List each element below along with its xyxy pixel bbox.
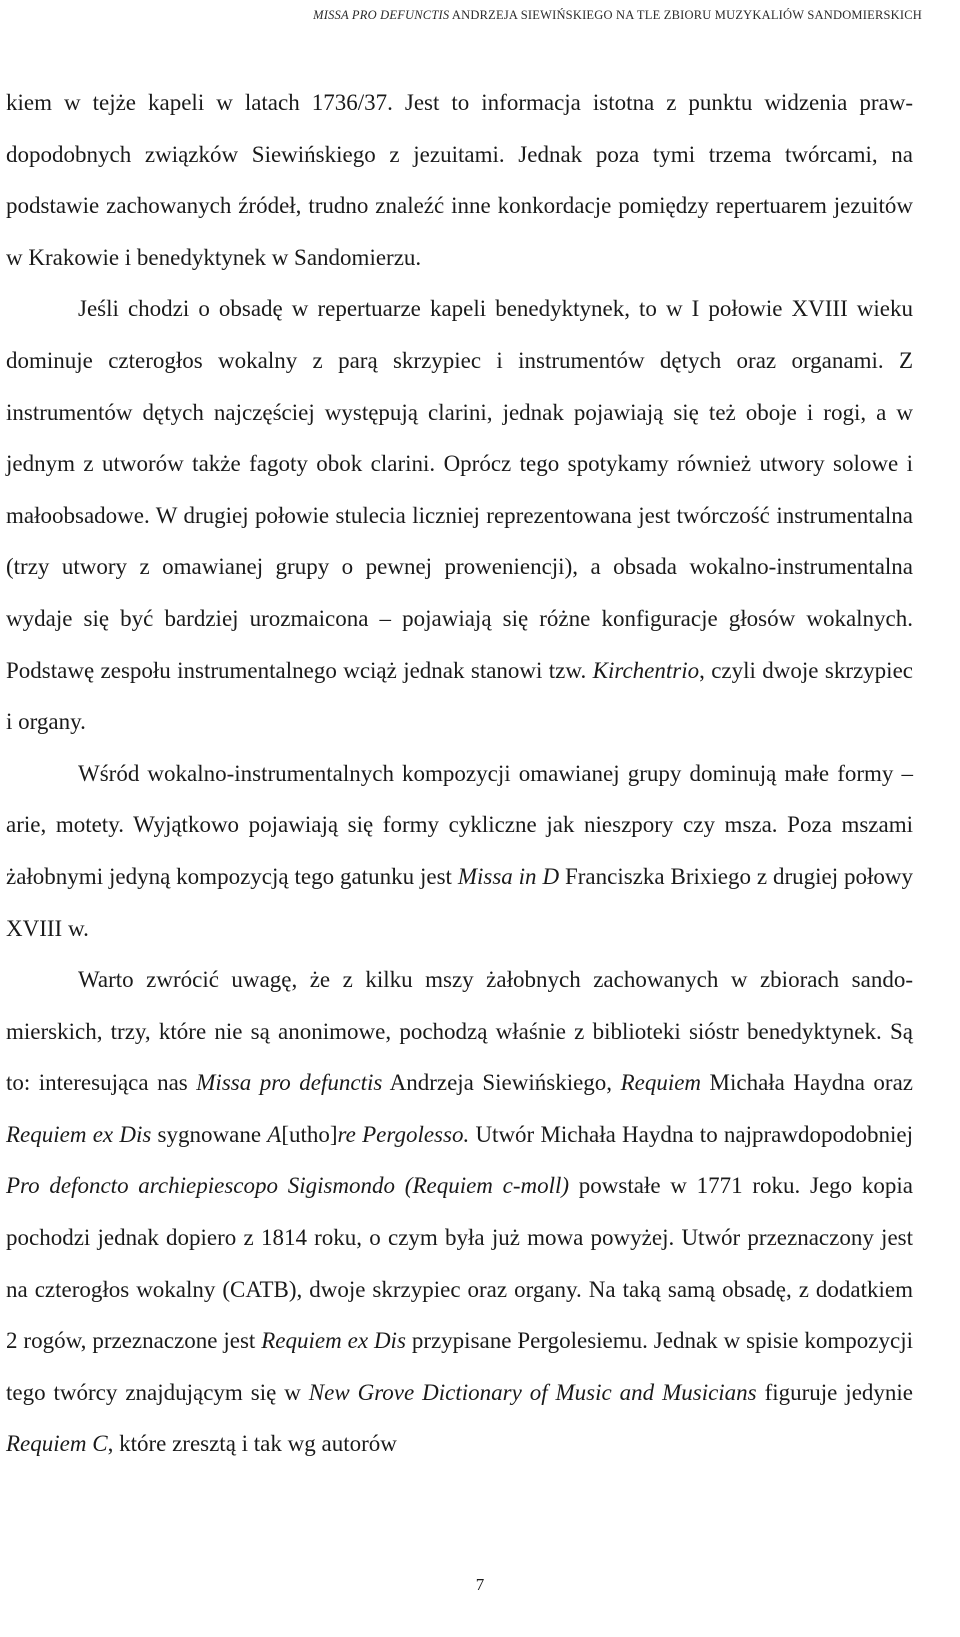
text-run: [utho] <box>281 1121 338 1147</box>
text-run: figuruje jedynie <box>756 1379 913 1405</box>
running-head-title-rest: ANDRZEJA SIEWIŃSKIEGO NA TLE ZBIORU MUZYKALIÓW SANDOMIERSKICH <box>449 8 922 22</box>
italic-text: A <box>267 1121 282 1147</box>
running-head-title-italic: MISSA PRO DEFUNCTIS <box>313 8 450 22</box>
italic-text: Requiem ex Dis <box>261 1328 406 1354</box>
italic-text: Requiem ex Dis <box>6 1121 152 1147</box>
text-run: Michała Haydna oraz <box>701 1070 913 1096</box>
italic-text: Requiem <box>620 1070 702 1096</box>
italic-text: Kirchentrio <box>592 657 700 683</box>
paragraph <box>6 77 913 283</box>
text-run: Warto zwrócić uwagę, że z kilku mszy żałobnych zachowanych w zbiorach sandomierskich, trzy, które nie są anonimowe, pochodzą właśnie z biblioteki sióstr benedyktynek. Są to: interesująca nas <box>6 967 913 1096</box>
text-run: , które zresztą i tak wg autorów <box>107 1431 397 1457</box>
running-head <box>300 8 922 23</box>
text-run: Wśród wokalno-instrumentalnych kompozycji omawianej grupy dominują małe formy – arie, motety. Wyjątkowo pojawiają się formy cykliczne jak nieszpory czy msza. Poza mszami żałobnymi jedyną kompozycją tego gatunku jest <box>6 760 913 889</box>
text-run: Utwór Michała Haydna to najprawdopodobniej <box>469 1121 913 1147</box>
text-run: powstałe w 1771 roku. Jego kopia pochodzi jednak dopiero z 1814 roku, o czym była już mowa powyżej. Utwór przeznaczony jest na czterogłos wokalny (CATB), dwoje skrzypiec oraz organy. Na taką samą obsadę, z dodatkiem 2 rogów, przeznaczone jest <box>6 1173 913 1354</box>
text-run: , czyli dwoje skrzypiec i organy. <box>6 657 913 735</box>
paragraph <box>6 748 913 954</box>
paragraph <box>6 283 913 747</box>
paragraph <box>6 954 913 1470</box>
text-run: Andrzeja Siewińskiego, <box>382 1070 621 1096</box>
text-run: kiem w tejże kapeli w latach 1736/37. Jest to informacja istotna z punktu widzenia prawdopodobnych związków Siewińskiego z jezuitami. Jednak poza tymi trzema twórcami, na podstawie zachowanych źródeł, trudno znaleźć inne konkordacje pomiędzy repertuarem jezuitów w Krakowie i benedyktynek w Sandomierzu. <box>6 90 913 270</box>
italic-text: New Grove Dictionary of Music and Musicians <box>308 1379 757 1405</box>
italic-text: re Pergolesso. <box>337 1121 470 1147</box>
text-run: przypisane Pergolesiemu. Jednak w spisie kompozycji tego twórcy znajdującym się w <box>6 1328 913 1405</box>
text-run: Franciszka Brixiego z drugiej połowy XVIII w. <box>6 863 914 941</box>
text-run: Jeśli chodzi o obsadę w repertuarze kapeli benedyktynek, to w I połowie XVIII wieku dominuje czterogłos wokalny z parą skrzypiec i instrumentów dętych oraz organami. Z instrumentów dętych najczęściej występują clarini, jednak pojawiają się też oboje i rogi, a w jednym z utworów także fagoty obok clarini. Oprócz tego spotykamy również utwory solowe i małoobsadowe. W drugiej połowie stulecia liczniej reprezentowana jest twórczość instrumentalna (trzy utwory z omawianej grupy o pewnej proweniencji), a obsada wokalno-instrumentalna wydaje się być bardziej urozmaicona – pojawiają się różne konfiguracje głosów wokalnych. Podstawę zespołu instrumentalnego wciąż jednak stanowi tzw. <box>6 296 913 683</box>
body-text <box>6 77 913 1470</box>
italic-text: Missa in D <box>457 863 560 889</box>
page-number: 7 <box>475 1575 485 1594</box>
italic-text: Pro defoncto archiepiescopo Sigismondo (Requiem c-moll) <box>6 1173 570 1199</box>
text-run: sygnowane <box>151 1121 268 1147</box>
italic-text: Missa pro defunctis <box>196 1070 383 1096</box>
italic-text: Requiem C <box>6 1431 108 1457</box>
